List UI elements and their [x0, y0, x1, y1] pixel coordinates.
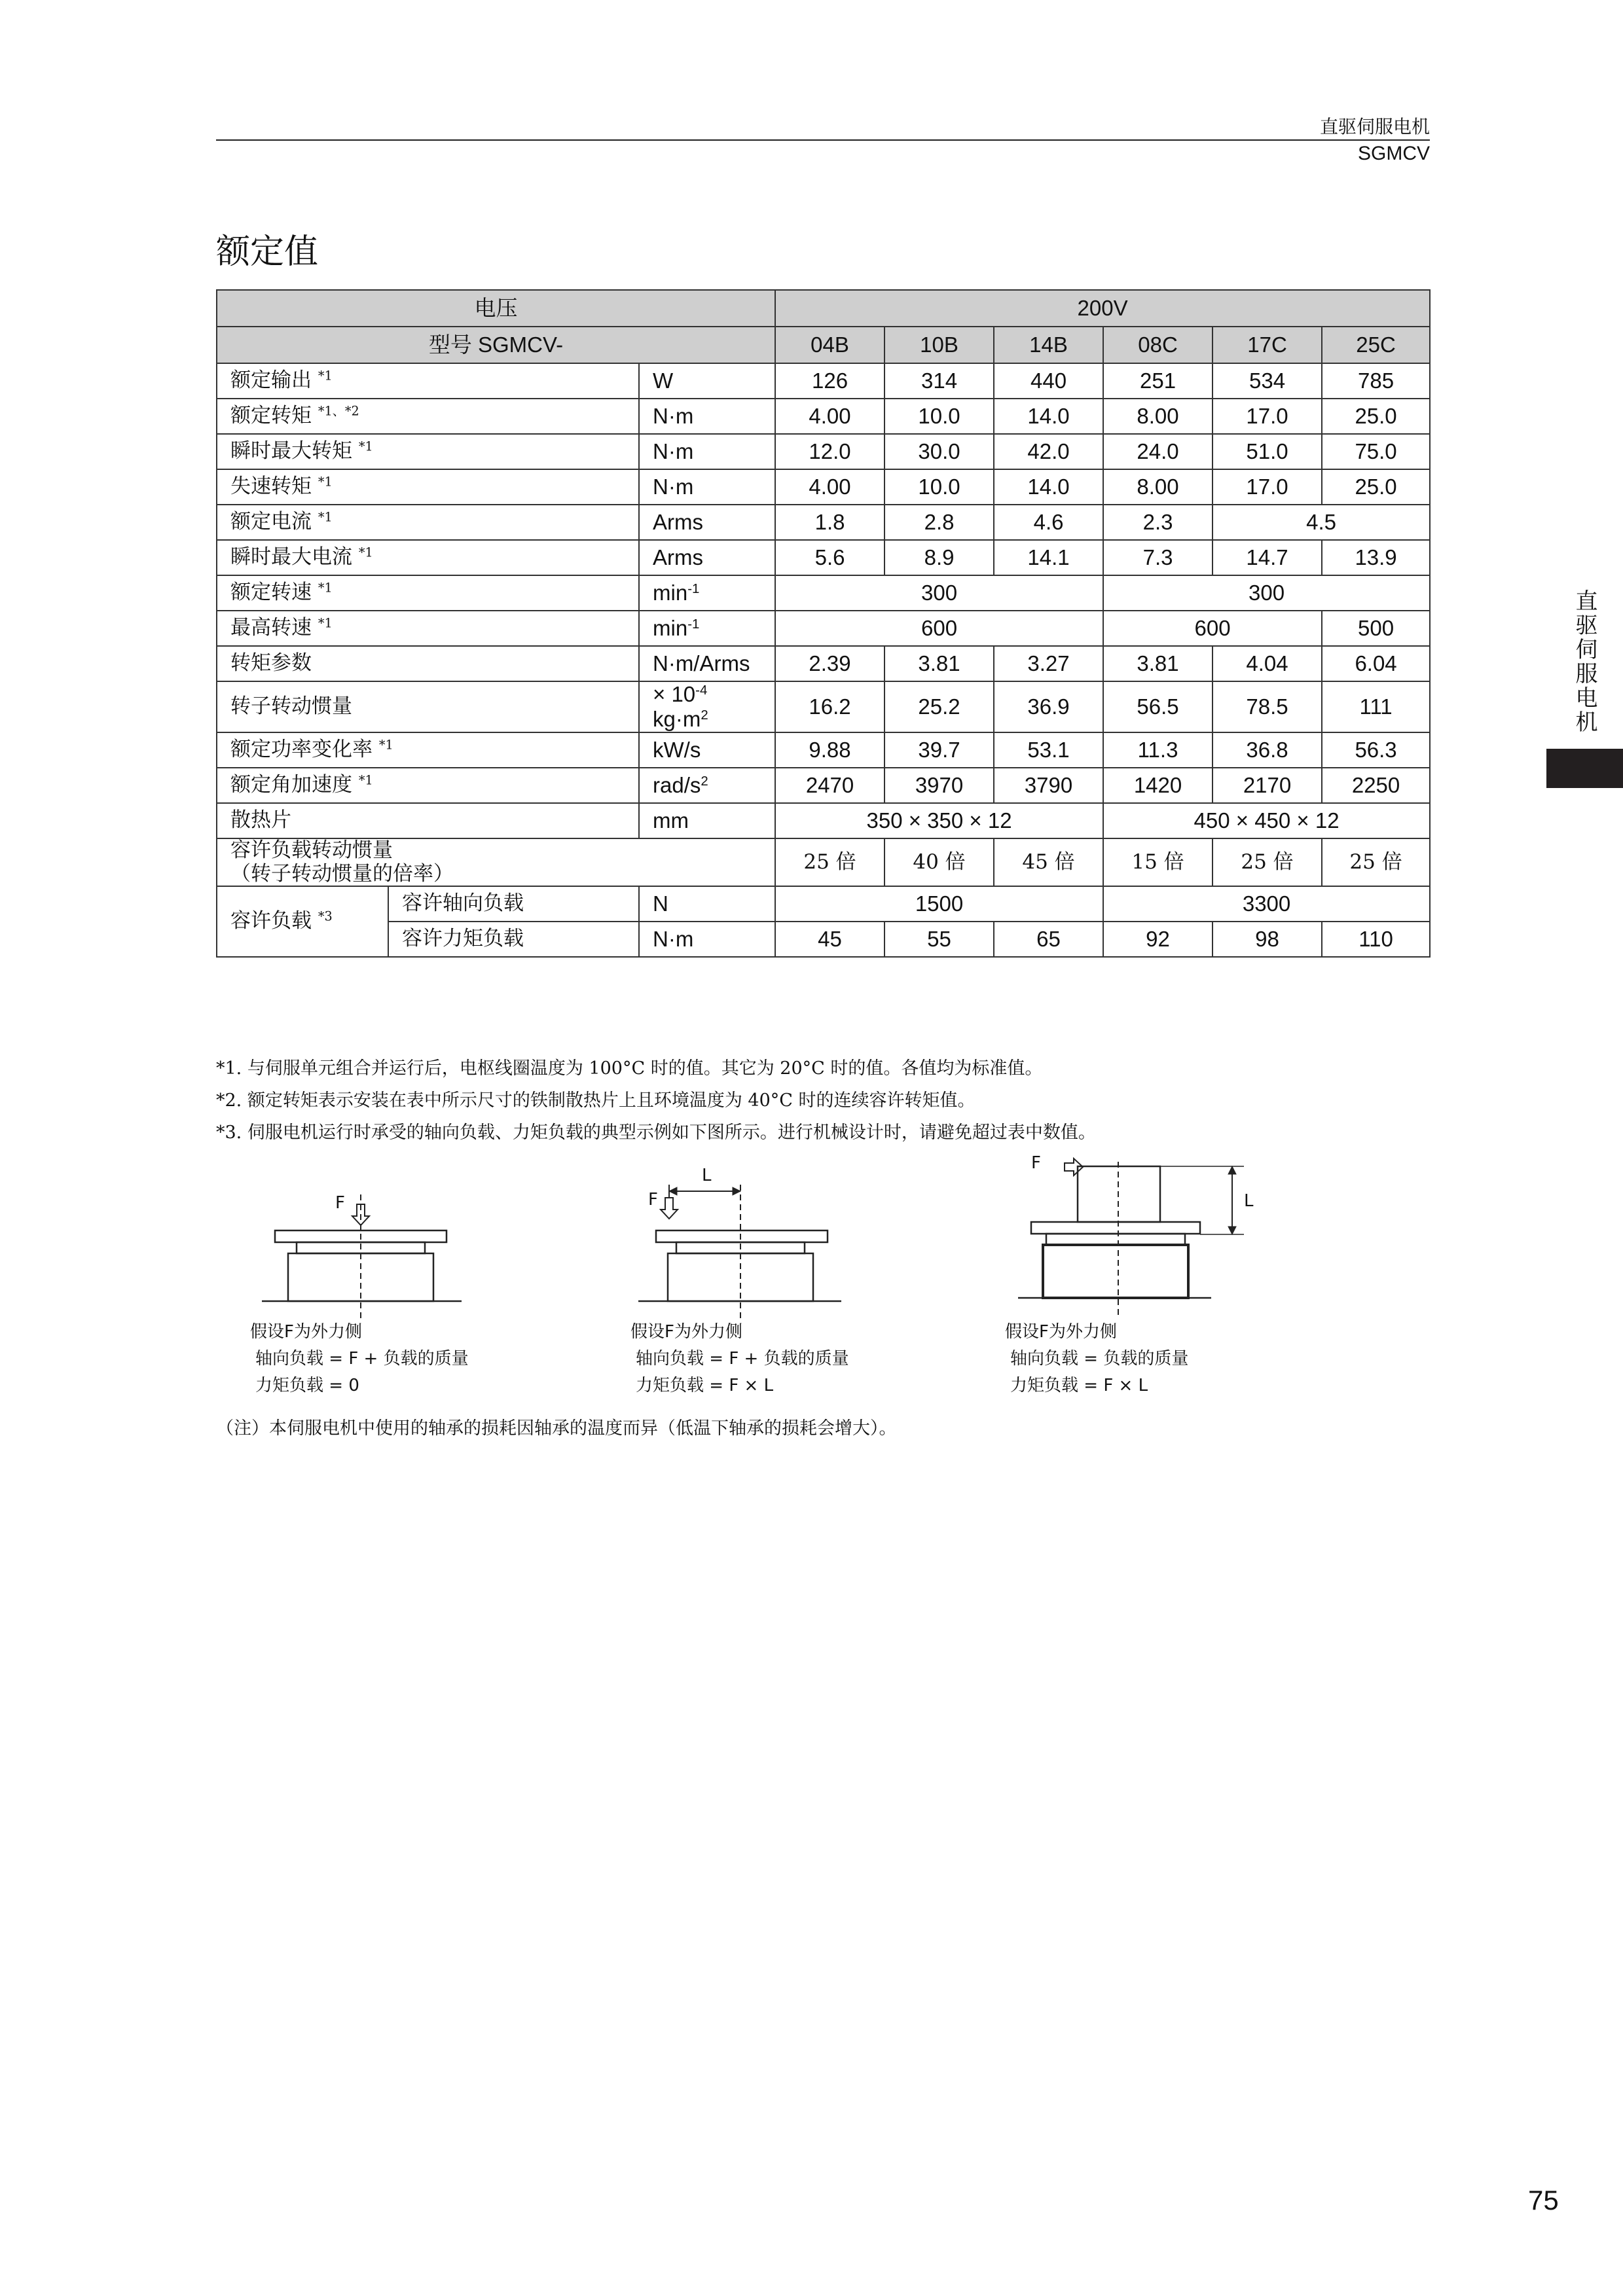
unit: kg·m: [653, 706, 701, 731]
row-label: 额定转矩: [230, 404, 312, 428]
model-col: 14B: [994, 327, 1103, 363]
cell: 30.0: [884, 434, 994, 469]
cell: 251: [1103, 363, 1213, 399]
cell: 3790: [994, 768, 1103, 803]
cell: 51.0: [1213, 434, 1322, 469]
cell: 40 倍: [884, 838, 994, 886]
header-rule: [216, 139, 1430, 141]
note-ref: *1: [358, 772, 373, 788]
cell-merged: 4.5: [1213, 505, 1430, 540]
cell: 8.9: [884, 540, 994, 575]
cell: 39.7: [884, 732, 994, 768]
row-label: 转子转动惯量: [217, 681, 639, 732]
row-label: 失速转矩: [230, 475, 312, 499]
model-col: 08C: [1103, 327, 1213, 363]
cell: 3970: [884, 768, 994, 803]
force-label: F: [335, 1193, 345, 1213]
note-2: *2. 额定转矩表示安装在表中所示尺寸的铁制散热片上且环境温度为 40°C 时的连续容许转矩值。: [216, 1090, 976, 1111]
cell: 42.0: [994, 434, 1103, 469]
cell: 75.0: [1322, 434, 1430, 469]
cell: 785: [1322, 363, 1430, 399]
unit: N·m: [639, 922, 775, 957]
page-number: 75: [1528, 2185, 1559, 2215]
row-heat-sink: [217, 803, 1430, 838]
cell: 10.0: [884, 399, 994, 434]
row-rated-output: [217, 363, 1430, 399]
cell: 4.6: [994, 505, 1103, 540]
cell-merged: 450 × 450 × 12: [1103, 803, 1430, 838]
cell: 45: [775, 922, 884, 957]
diagram-caption: [630, 1319, 849, 1399]
cell: 1.8: [775, 505, 884, 540]
side-tab-marker: [1546, 749, 1623, 788]
cell: 9.88: [775, 732, 884, 768]
force-label: F: [1031, 1153, 1041, 1173]
note-ref: *1: [378, 737, 393, 753]
cell-merged: 350 × 350 × 12: [775, 803, 1103, 838]
cell: 2470: [775, 768, 884, 803]
unit-exponent: -1: [687, 616, 700, 632]
unit-exponent: 2: [701, 707, 708, 723]
row-angular-accel: [217, 768, 1430, 803]
voltage-value: 200V: [775, 290, 1430, 327]
cell: 10.0: [884, 469, 994, 505]
cell: 15 倍: [1103, 838, 1213, 886]
cell: 3.27: [994, 646, 1103, 681]
cell: 3.81: [1103, 646, 1213, 681]
cell: 8.00: [1103, 469, 1213, 505]
cell: 56.5: [1103, 681, 1213, 732]
row-label: 容许负载: [230, 909, 312, 933]
unit-exponent: -1: [687, 581, 700, 596]
unit: N: [639, 886, 775, 922]
row-peak-torque: [217, 434, 1430, 469]
force-arrow-icon: [661, 1198, 678, 1219]
row-max-speed: [217, 611, 1430, 646]
row-rotor-inertia: [217, 681, 1430, 732]
model-col: 25C: [1322, 327, 1430, 363]
cell-merged: 600: [1103, 611, 1322, 646]
diagram-caption: [1005, 1319, 1188, 1399]
unit: min: [653, 616, 688, 641]
length-label: L: [702, 1166, 712, 1185]
unit-exponent: 2: [701, 773, 708, 789]
note-ref: *1: [318, 368, 333, 384]
cell: 25 倍: [1322, 838, 1430, 886]
cell: 4.00: [775, 399, 884, 434]
cell: 25.2: [884, 681, 994, 732]
cell: 2250: [1322, 768, 1430, 803]
ratings-table: [216, 289, 1431, 958]
row-label: 最高转速: [230, 616, 312, 640]
note-ref: *1: [318, 474, 333, 490]
model-col: 04B: [775, 327, 884, 363]
row-power-rate: [217, 732, 1430, 768]
cell: 13.9: [1322, 540, 1430, 575]
row-sublabel: 容许力矩负载: [388, 922, 639, 957]
note-1: *1. 与伺服单元组合并运行后，电枢线圈温度为 100°C 时的值。其它为 20°C 时的值。各值均为标准值。: [216, 1058, 1043, 1079]
cell: 8.00: [1103, 399, 1213, 434]
caption-line: 力矩负载 = 0: [255, 1376, 359, 1395]
force-label: F: [648, 1190, 658, 1210]
row-allowable-moment-load: [217, 922, 1430, 957]
note-ref: *1: [318, 509, 333, 525]
row-sublabel: 容许轴向负载: [388, 886, 639, 922]
cell: 2170: [1213, 768, 1322, 803]
row-label: 容许负载转动惯量: [230, 838, 393, 862]
cell-merged: 1500: [775, 886, 1103, 922]
cell: 5.6: [775, 540, 884, 575]
row-label: 散热片: [217, 803, 639, 838]
cell: 45 倍: [994, 838, 1103, 886]
cell: 14.0: [994, 469, 1103, 505]
model-col: 10B: [884, 327, 994, 363]
row-label: 转矩参数: [217, 646, 639, 681]
cell: 314: [884, 363, 994, 399]
unit-exponent: -4: [695, 682, 708, 698]
cell: 98: [1213, 922, 1322, 957]
diagram-caption: [250, 1319, 469, 1399]
cell: 7.3: [1103, 540, 1213, 575]
row-peak-current: [217, 540, 1430, 575]
row-rated-current: [217, 505, 1430, 540]
cell: 3.81: [884, 646, 994, 681]
model-label: 型号 SGMCV-: [217, 327, 775, 363]
cell: 17.0: [1213, 469, 1322, 505]
cell: 25 倍: [1213, 838, 1322, 886]
cell: 78.5: [1213, 681, 1322, 732]
unit: N·m/Arms: [639, 646, 775, 681]
unit: rad/s: [653, 772, 701, 797]
row-rated-speed: [217, 575, 1430, 611]
length-label: L: [1244, 1191, 1254, 1211]
cell: 2.8: [884, 505, 994, 540]
unit: N·m: [639, 399, 775, 434]
note-ref: *3: [318, 908, 333, 924]
unit-multiplier: × 10: [653, 682, 696, 706]
row-label: 额定角加速度: [230, 773, 352, 797]
note-3: *3. 伺服电机运行时承受的轴向负载、力矩负载的典型示例如下图所示。进行机械设计时，请避免超过表中数值。: [216, 1122, 1096, 1143]
cell: 12.0: [775, 434, 884, 469]
caption-line: 力矩负载 = F × L: [1010, 1376, 1148, 1395]
caption-line: 假设F为外力侧: [250, 1322, 362, 1342]
cell: 111: [1322, 681, 1430, 732]
running-header-model: SGMCV: [1357, 143, 1430, 164]
note-ref: *1、*2: [318, 403, 359, 419]
section-title: 额定值: [216, 232, 319, 272]
cell: 14.1: [994, 540, 1103, 575]
caption-line: 轴向负载 = F + 负载的质量: [255, 1349, 469, 1369]
caption-line: 假设F为外力侧: [1005, 1322, 1117, 1342]
model-col: 17C: [1213, 327, 1322, 363]
row-rated-torque: [217, 399, 1430, 434]
cell-merged: 3300: [1103, 886, 1430, 922]
row-label: 额定转速: [230, 581, 312, 605]
voltage-label: 电压: [217, 290, 775, 327]
unit: Arms: [639, 540, 775, 575]
row-label: 额定输出: [230, 368, 312, 393]
cell-merged: 300: [775, 575, 1103, 611]
unit: min: [653, 581, 688, 605]
unit: W: [639, 363, 775, 399]
unit: N·m: [639, 469, 775, 505]
cell: 16.2: [775, 681, 884, 732]
unit: N·m: [639, 434, 775, 469]
cell: 36.8: [1213, 732, 1322, 768]
cell: 126: [775, 363, 884, 399]
cell: 56.3: [1322, 732, 1430, 768]
cell: 440: [994, 363, 1103, 399]
diagram-side-load: [1018, 1158, 1244, 1319]
row-label: 额定功率变化率: [230, 738, 373, 762]
cell: 6.04: [1322, 646, 1430, 681]
unit: kW/s: [639, 732, 775, 768]
cell: 2.3: [1103, 505, 1213, 540]
cell: 14.7: [1213, 540, 1322, 575]
caption-line: 力矩负载 = F × L: [636, 1376, 774, 1395]
cell: 25.0: [1322, 469, 1430, 505]
caption-line: 轴向负载 = F + 负载的质量: [636, 1349, 849, 1369]
cell-merged: 600: [775, 611, 1103, 646]
cell: 55: [884, 922, 994, 957]
cell: 36.9: [994, 681, 1103, 732]
row-allowable-inertia: [217, 838, 1430, 886]
cell: 17.0: [1213, 399, 1322, 434]
side-tab-label: 直驱伺服电机: [1571, 589, 1597, 734]
cell: 92: [1103, 922, 1213, 957]
cell: 4.04: [1213, 646, 1322, 681]
cell: 14.0: [994, 399, 1103, 434]
table-notes: [216, 1052, 1096, 1149]
note-ref: *1: [358, 439, 373, 454]
caption-line: 假设F为外力侧: [630, 1322, 742, 1342]
cell: 65: [994, 922, 1103, 957]
cell: 53.1: [994, 732, 1103, 768]
row-allowable-axial-load: [217, 886, 1430, 922]
note-ref: *1: [358, 545, 373, 560]
row-label: 额定电流: [230, 510, 312, 534]
cell: 25 倍: [775, 838, 884, 886]
caption-line: 轴向负载 = 负载的质量: [1010, 1349, 1189, 1369]
unit: mm: [639, 803, 775, 838]
cell: 534: [1213, 363, 1322, 399]
cell: 2.39: [775, 646, 884, 681]
row-torque-constant: [217, 646, 1430, 681]
cell: 4.00: [775, 469, 884, 505]
unit: Arms: [639, 505, 775, 540]
cell: 25.0: [1322, 399, 1430, 434]
diagram-offset-load: [638, 1185, 841, 1319]
cell: 1420: [1103, 768, 1213, 803]
cell: 500: [1322, 611, 1430, 646]
row-label-sub: （转子转动惯量的倍率）: [230, 861, 454, 886]
bearing-note: （注）本伺服电机中使用的轴承的损耗因轴承的温度而异（低温下轴承的损耗会增大）。: [216, 1418, 897, 1439]
note-ref: *1: [318, 580, 333, 596]
note-ref: *1: [318, 615, 333, 631]
diagram-axial-only: [262, 1194, 462, 1319]
running-header-title: 直驱伺服电机: [1319, 117, 1430, 137]
cell: 11.3: [1103, 732, 1213, 768]
cell: 110: [1322, 922, 1430, 957]
cell: 24.0: [1103, 434, 1213, 469]
row-stall-torque: [217, 469, 1430, 505]
row-label: 瞬时最大转矩: [230, 439, 352, 463]
row-label: 瞬时最大电流: [230, 545, 352, 569]
cell-merged: 300: [1103, 575, 1430, 611]
